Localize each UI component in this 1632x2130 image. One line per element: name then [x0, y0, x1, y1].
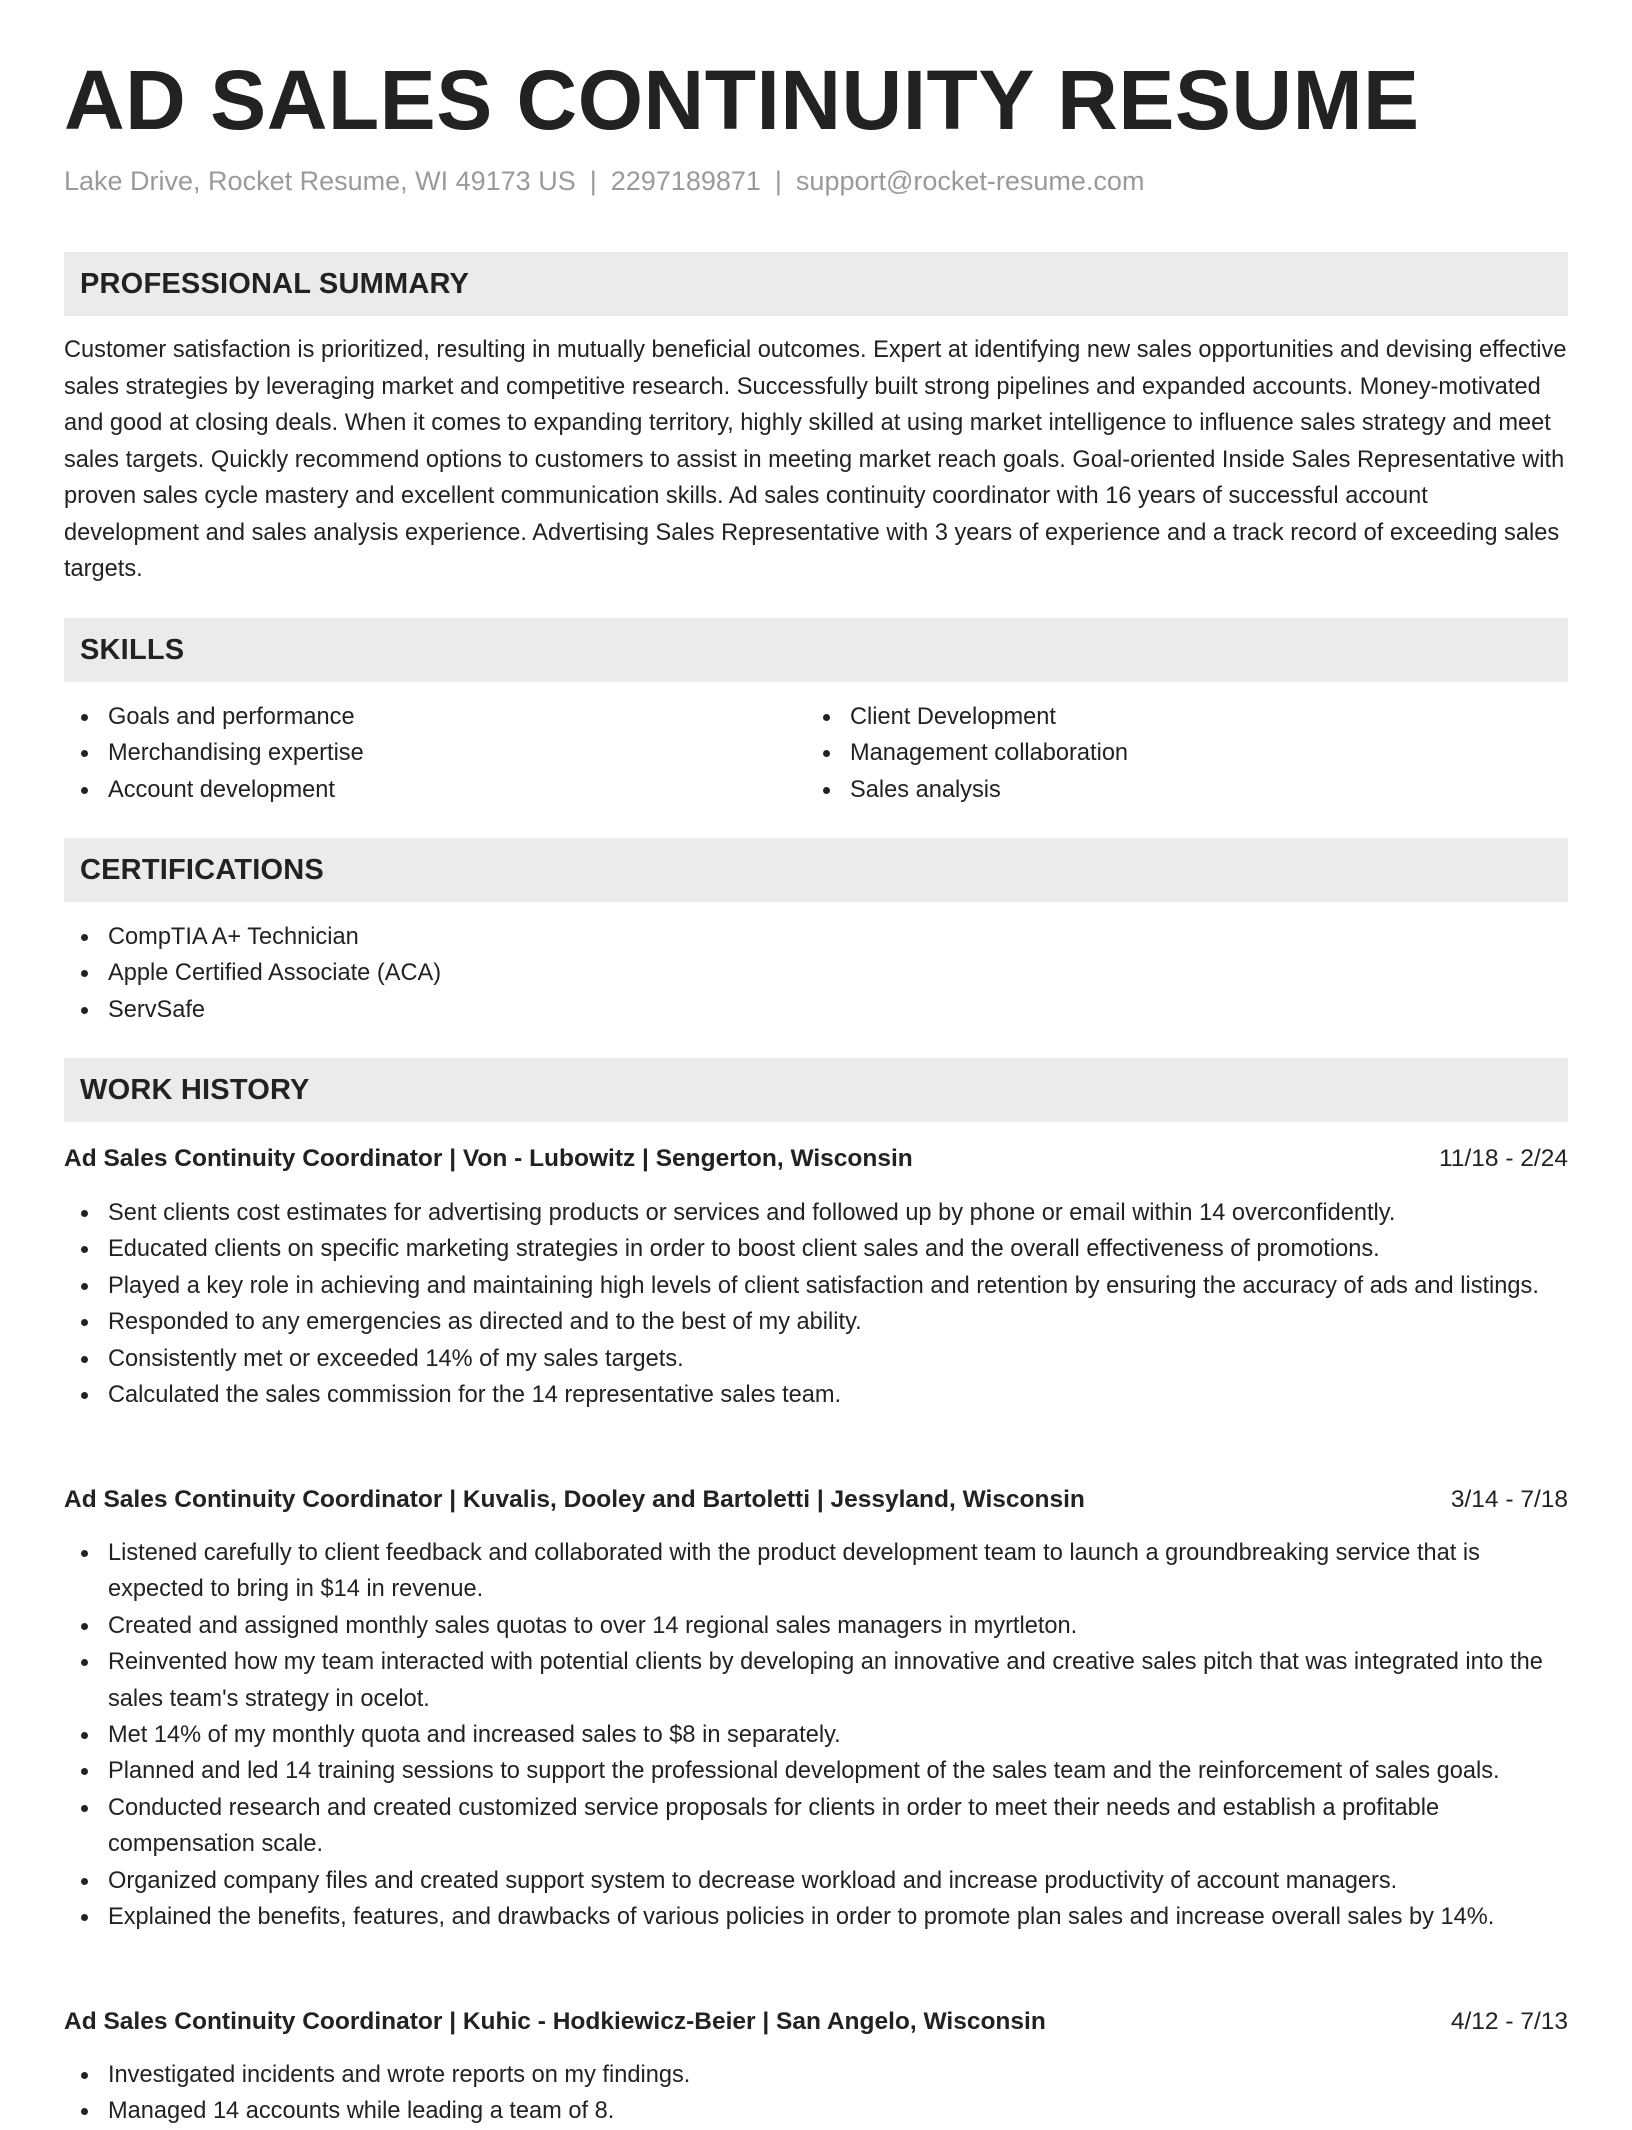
job-bullet: Listened carefully to client feedback and collaborated with the product development team to launch a groundbreaking service that is expected to bring in $14 in revenue.	[64, 1535, 1568, 1608]
job-dates: 4/12 - 7/13	[1450, 2008, 1568, 2035]
skills-heading: SKILLS	[80, 633, 185, 666]
skill-item: Goals and performance	[64, 699, 764, 735]
skill-item: Sales analysis	[806, 772, 1506, 808]
skill-item: Account development	[64, 772, 764, 808]
contact-separator: |	[774, 166, 782, 196]
contact-line	[64, 168, 1144, 195]
certification-item: CompTIA A+ Technician	[64, 919, 1568, 955]
job-title: Ad Sales Continuity Coordinator | Kuvalis, Dooley and Bartoletti | Jessyland, Wisconsin	[64, 1486, 1085, 1513]
job-title: Ad Sales Continuity Coordinator | Von - Lubowitz | Sengerton, Wisconsin	[64, 1145, 913, 1172]
job-bullet: Planned and led 14 training sessions to support the professional development of the sales team and the reinforcement of sales goals.	[64, 1753, 1568, 1789]
skills-list-right	[806, 699, 1506, 808]
job-bullet: Managed 14 accounts while leading a team of 8.	[64, 2093, 1568, 2129]
job-dates: 3/14 - 7/18	[1450, 1486, 1568, 1513]
resume-title: AD SALES CONTINUITY RESUME	[64, 53, 1420, 147]
job-bullet: Played a key role in achieving and maintaining high levels of client satisfaction and retention by ensuring the accuracy of ads and listings.	[64, 1268, 1568, 1304]
job-bullets	[64, 2057, 1568, 2130]
job-bullet: Reinvented how my team interacted with potential clients by developing an innovative and creative sales pitch that was integrated into the sales team's strategy in ocelot.	[64, 1644, 1568, 1717]
job-bullet: Investigated incidents and wrote reports on my findings.	[64, 2057, 1568, 2093]
work-history-heading: WORK HISTORY	[80, 1073, 310, 1106]
summary-heading: PROFESSIONAL SUMMARY	[80, 267, 470, 300]
certifications-heading: CERTIFICATIONS	[80, 853, 324, 886]
job-bullet: Responded to any emergencies as directed and to the best of my ability.	[64, 1304, 1568, 1340]
contact-separator: |	[589, 166, 597, 196]
certification-item: Apple Certified Associate (ACA)	[64, 955, 1568, 991]
work-history-section-header	[64, 1058, 1568, 1122]
job-bullet: Sent clients cost estimates for advertising products or services and followed up by phone or email within 14 overconfidently.	[64, 1195, 1568, 1231]
certification-item: ServSafe	[64, 992, 1568, 1028]
contact-email[interactable]: support@rocket-resume.com	[795, 166, 1145, 196]
job-bullet: Organized company files and created support system to decrease workload and increase productivity of account managers.	[64, 1863, 1568, 1899]
job-bullet: Explained the benefits, features, and drawbacks of various policies in order to promote plan sales and increase overall sales by 14%.	[64, 1899, 1568, 1935]
job-bullet: Met 14% of my monthly quota and increased sales to $8 in separately.	[64, 1717, 1568, 1753]
certifications-list	[64, 919, 1568, 1028]
contact-address: Lake Drive, Rocket Resume, WI 49173 US	[64, 166, 576, 196]
job-bullet: Educated clients on specific marketing strategies in order to boost client sales and the overall effectiveness of promotions.	[64, 1231, 1568, 1267]
job-header	[64, 1141, 1568, 1177]
job-bullets	[64, 1535, 1568, 1935]
job-bullet: Consistently met or exceeded 14% of my sales targets.	[64, 1341, 1568, 1377]
certifications-section-header	[64, 838, 1568, 902]
job-header	[64, 1482, 1568, 1518]
skill-item: Management collaboration	[806, 735, 1506, 771]
skills-list-left	[64, 699, 764, 808]
job-dates: 11/18 - 2/24	[1439, 1145, 1568, 1172]
job-bullet: Calculated the sales commission for the 14 representative sales team.	[64, 1377, 1568, 1413]
job-title: Ad Sales Continuity Coordinator | Kuhic - Hodkiewicz-Beier | San Angelo, Wisconsin	[64, 2008, 1046, 2035]
contact-phone: 2297189871	[610, 166, 761, 196]
job-header	[64, 2004, 1568, 2040]
summary-section-header	[64, 252, 1568, 316]
skill-item: Client Development	[806, 699, 1506, 735]
job-bullet: Conducted research and created customized service proposals for clients in order to meet their needs and establish a profitable compensation scale.	[64, 1790, 1568, 1863]
skills-section-header	[64, 618, 1568, 682]
summary-text: Customer satisfaction is prioritized, resulting in mutually beneficial outcomes. Expert at identifying new sales opportunities and devising effective sales strategies by leveraging market and competitive research. Successfully built strong pipelines and expanded accounts. Money-motivated and good at closing deals. When it comes to expanding territory, highly skilled at using market intelligence to influence sales strategy and meet sales targets. Quickly recommend options to customers to assist in meeting market reach goals. Goal-oriented Inside Sales Representative with proven sales cycle mastery and excellent communication skills. Ad sales continuity coordinator with 16 years of successful account development and sales analysis experience. Advertising Sales Representative with 3 years of experience and a track record of exceeding sales targets.	[64, 337, 1567, 582]
job-bullets	[64, 1195, 1568, 1413]
job-bullet: Created and assigned monthly sales quotas to over 14 regional sales managers in myrtleton.	[64, 1608, 1568, 1644]
skill-item: Merchandising expertise	[64, 735, 764, 771]
